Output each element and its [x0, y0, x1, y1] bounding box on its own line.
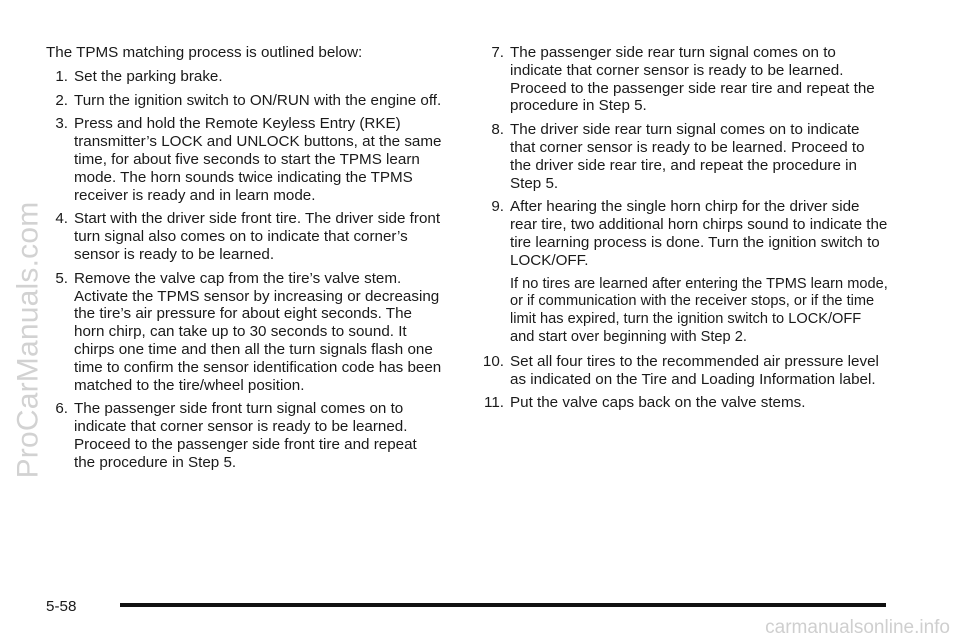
intro-text: The TPMS matching process is outlined below:: [46, 44, 363, 61]
step-text: Turn the ignition switch to ON/RUN with the engine off.: [74, 91, 442, 109]
step-text: The passenger side front turn signal comes on to indicate that corner sensor is ready to be learned. Proceed to the passenger side front tire and repeat the procedure in Step 5.: [74, 400, 417, 471]
footer-logo: carmanualsonline.info: [765, 617, 950, 638]
step-item: [470, 44, 888, 115]
step-text: Put the valve caps back on the valve stems.: [510, 394, 806, 412]
right-column: [470, 44, 888, 418]
watermark-text: ProCarManuals.com: [11, 201, 45, 479]
step-number: 4.: [55, 210, 68, 228]
step-item: [46, 400, 442, 471]
step-note: If no tires are learned after entering the TPMS learn mode, or if communication with the receiver stops, or if the time limit has expired, turn the ignition switch to LOCK/OFF and start over beginning with Step 2.: [510, 275, 888, 345]
step-item: [46, 270, 442, 395]
step-number: 2.: [55, 91, 68, 109]
steps-list-left: [46, 68, 442, 472]
step-text: After hearing the single horn chirp for the driver side rear tire, two additional horn chirps sound to indicate the tire learning process is done. Turn the ignition switch to LOCK/OFF.: [510, 198, 888, 269]
step-item: [470, 121, 888, 192]
steps-list-right: [470, 44, 888, 412]
step-number: 1.: [55, 67, 68, 85]
step-text: Set all four tires to the recommended air pressure level as indicated on the Tire and Loading Information label.: [510, 352, 879, 388]
step-text: The driver side rear turn signal comes on to indicate that corner sensor is ready to be learned. Proceed to the driver side rear tire, and repeat the procedure in Step 5.: [510, 121, 865, 192]
step-number: 5.: [55, 269, 68, 287]
step-item: [470, 353, 888, 389]
step-text: Press and hold the Remote Keyless Entry (RKE) transmitter’s LOCK and UNLOCK buttons, at the same time, for about five seconds to start the TPMS learn mode. The horn sounds twice indicating the TPMS receiver is ready and in learn mode.: [74, 115, 442, 204]
watermark: [8, 80, 48, 600]
step-item: [470, 198, 888, 346]
step-item: [470, 394, 888, 412]
step-item: [46, 210, 442, 263]
step-item: [46, 92, 442, 110]
step-text: Start with the driver side front tire. The driver side front turn signal also comes on to indicate that corner’s sensor is ready to be learned.: [74, 210, 441, 263]
step-number: 11.: [484, 394, 504, 412]
step-number: 9.: [491, 198, 504, 216]
step-number: 10.: [482, 352, 504, 370]
step-number: 7.: [491, 44, 504, 61]
step-number: 3.: [55, 115, 68, 133]
step-item: [46, 115, 442, 204]
step-text: The passenger side rear turn signal comes on to indicate that corner sensor is ready to be learned. Proceed to the passenger side rear tire and repeat the procedure in Step 5.: [510, 44, 875, 115]
footer-rule: [120, 603, 886, 607]
left-column: [46, 44, 442, 478]
step-number: 8.: [491, 121, 504, 139]
step-text: Set the parking brake.: [74, 67, 223, 85]
page-number: 5-58: [46, 598, 77, 615]
step-number: 6.: [55, 400, 68, 418]
step-text: Remove the valve cap from the tire’s valve stem. Activate the TPMS sensor by increasing or decreasing the tire’s air pressure for about eight seconds. The horn chirp, can take up to 30 seconds to sound. It chirps one time and then all the turn signals flash one time to confirm the sensor identification code has been matched to the tire/wheel position.: [74, 269, 442, 394]
step-item: [46, 68, 442, 86]
